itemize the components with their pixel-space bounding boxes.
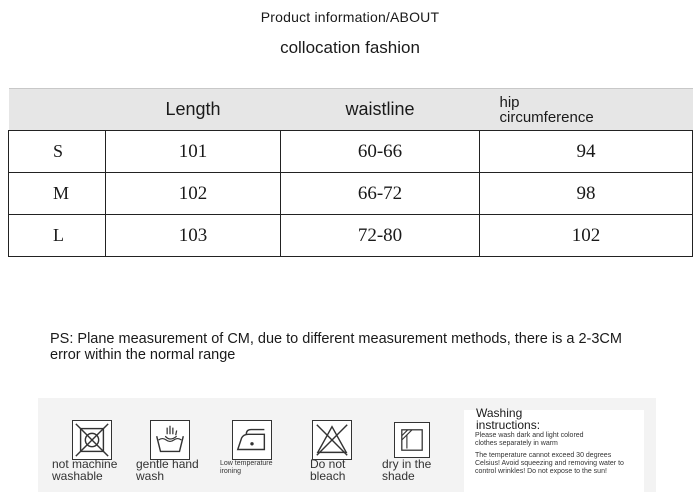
length-column-header: Length	[106, 89, 281, 131]
care-label-line1: not machine	[52, 457, 118, 471]
washing-text-line: Please wash dark and light colored	[475, 432, 584, 439]
page-title: Product information/ABOUT	[260, 9, 440, 25]
care-label-line1: gentle hand	[136, 457, 199, 471]
waistline-column-header: waistline	[281, 89, 480, 131]
length-cell: 102	[106, 173, 281, 215]
hip-cell: 102	[480, 215, 693, 257]
hip-cell: 94	[480, 131, 693, 173]
care-item-hand-wash	[136, 398, 216, 492]
page-subtitle: collocation fashion	[280, 38, 420, 57]
length-cell: 103	[106, 215, 281, 257]
size-cell: L	[9, 215, 106, 257]
size-column-header	[9, 89, 106, 131]
care-label-line2: washable	[52, 469, 103, 483]
size-cell: M	[9, 173, 106, 215]
care-label-line2: bleach	[310, 469, 346, 483]
washing-instructions-box	[464, 406, 644, 492]
care-label-line1: dry in the	[382, 457, 432, 471]
care-label-line2: wash	[136, 469, 165, 483]
waistline-cell: 72-80	[281, 215, 480, 257]
hand-wash-icon	[150, 420, 190, 460]
care-item-shade-dry	[380, 398, 460, 492]
hip-header-line1: hip	[499, 93, 520, 111]
washing-text-line: control wrinkles! Do not expose to the sun!	[475, 468, 607, 475]
care-label-line2: shade	[382, 469, 415, 483]
care-item-no-bleach	[304, 398, 374, 492]
washing-text-line: clothes separately in warm	[475, 440, 558, 447]
hip-cell: 98	[480, 173, 693, 215]
washing-text-line: Celsius! Avoid squeezing and removing water to	[475, 460, 624, 467]
shade-dry-icon	[394, 422, 430, 458]
care-label-line1: Low temperature	[220, 460, 273, 467]
washing-text-line: The temperature cannot exceed 30 degrees	[475, 452, 612, 459]
care-label-line2: ironing	[220, 468, 242, 475]
washing-title-line2: instructions:	[476, 418, 541, 432]
size-cell: S	[9, 131, 106, 173]
care-item-low-temp-iron	[218, 398, 306, 492]
hip-header-line2: circumference	[499, 108, 594, 126]
care-label-line1: Do not	[310, 457, 346, 471]
no-machine-wash-icon	[72, 420, 112, 460]
waistline-cell: 66-72	[281, 173, 480, 215]
size-chart-table	[8, 88, 693, 257]
table-row	[9, 215, 693, 257]
measurement-note: PS: Plane measurement of CM, due to different measurement methods, there is a 2-3CM error within the normal range	[50, 331, 622, 363]
table-header-row	[9, 89, 693, 131]
care-item-no-machine-wash	[52, 398, 132, 492]
length-cell: 101	[106, 131, 281, 173]
low-temp-iron-icon	[232, 420, 272, 460]
hip-column-header	[480, 89, 693, 131]
no-bleach-icon	[312, 420, 352, 460]
washing-title-line1: Washing	[476, 406, 523, 420]
waistline-cell: 60-66	[281, 131, 480, 173]
table-row	[9, 131, 693, 173]
table-row	[9, 173, 693, 215]
